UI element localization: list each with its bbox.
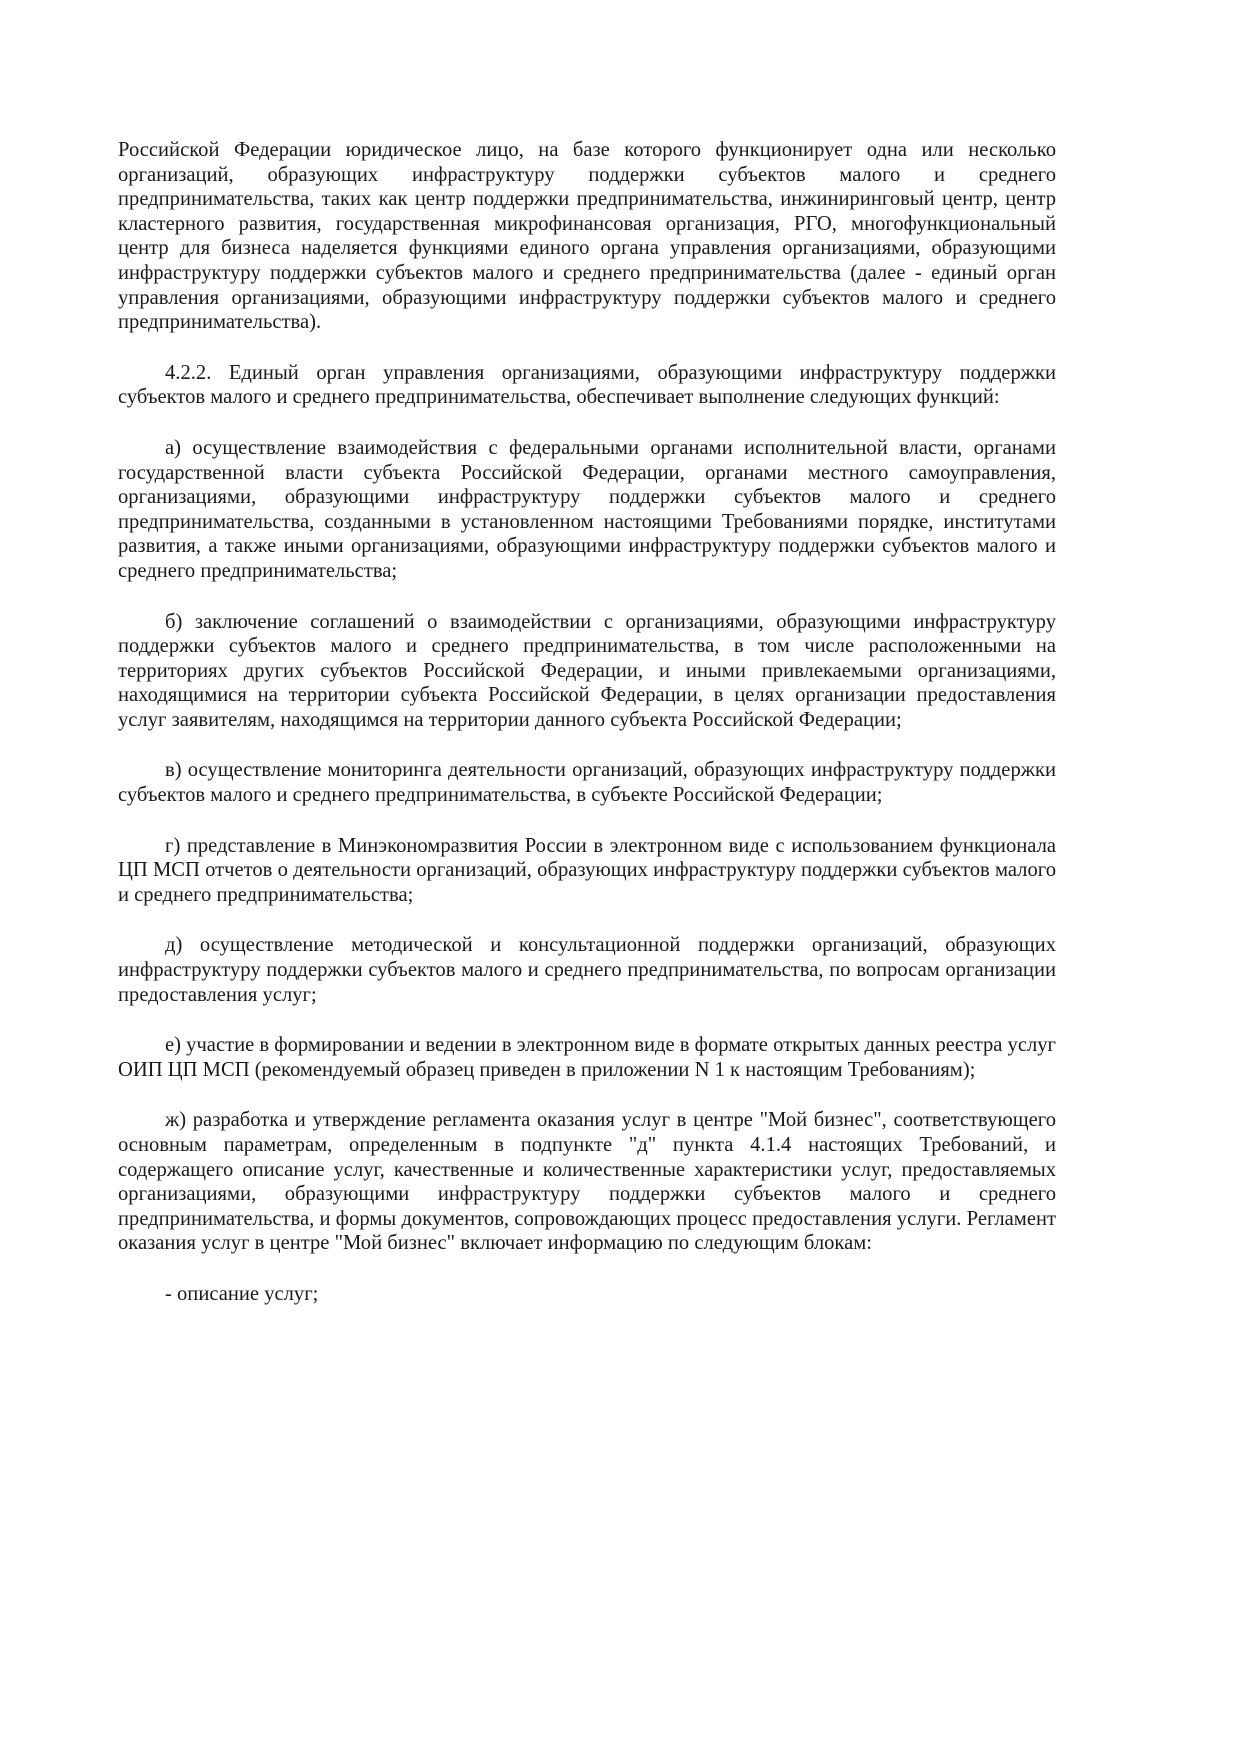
paragraph-item-zh: ж) разработка и утверждение регламента оказания услуг в центре "Мой бизнес", соответствующего основным параметрам, определенным в подпункте "д" пункта 4.1.4 настоящих Требований, и содержащего описание услуг, качественные и количественные характеристики услуг, предоставляемых организациями, образующими инфраструктуру поддержки субъектов малого и среднего предпринимательства, и формы документов, сопровождающих процесс предоставления услуги. Регламент оказания услуг в центре "Мой бизнес" включает информацию по следующим блокам: [118, 1109, 1056, 1255]
list-item-services-description: - описание услуг; [165, 1282, 319, 1305]
document-page [118, 138, 1056, 1333]
paragraph-4-2-2: 4.2.2. Единый орган управления организациями, образующими инфраструктуру поддержки субъектов малого и среднего предпринимательства, обеспечивает выполнение следующих функций: [118, 361, 1056, 409]
paragraph-item-b: б) заключение соглашений о взаимодействии с организациями, образующими инфраструктуру поддержки субъектов малого и среднего предпринимательства, в том числе расположенными на территориях других субъектов Российской Федерации, и иными привлекаемыми организациями, находящимися на территории субъекта Российской Федерации, в целях организации предоставления услуг заявителям, находящимся на территории данного субъекта Российской Федерации; [118, 610, 1056, 731]
paragraph-intro: Российской Федерации юридическое лицо, на базе которого функционирует одна или несколько организаций, образующих инфраструктуру поддержки субъектов малого и среднего предпринимательства, таких как центр поддержки предпринимательства, инжиниринговый центр, центр кластерного развития, государственная микрофинансовая организация, РГО, многофункциональный центр для бизнеса наделяется функциями единого органа управления организациями, образующими инфраструктуру поддержки субъектов малого и среднего предпринимательства (далее - единый орган управления организациями, образующими инфраструктуру поддержки субъектов малого и среднего предпринимательства). [118, 139, 1056, 334]
paragraph-item-e: е) участие в формировании и ведении в электронном виде в формате открытых данных реестра услуг ОИП ЦП МСП (рекомендуемый образец приведен в приложении N 1 к настоящим Требованиям); [118, 1034, 1056, 1081]
paragraph-item-d: д) осуществление методической и консультационной поддержки организаций, образующих инфраструктуру поддержки субъектов малого и среднего предпринимательства, по вопросам организации предоставления услуг; [118, 934, 1056, 1006]
paragraph-item-a: а) осуществление взаимодействия с федеральными органами исполнительной власти, органами государственной власти субъекта Российской Федерации, органами местного самоуправления, организациями, образующими инфраструктуру поддержки субъектов малого и среднего предпринимательства, созданными в установленном настоящими Требованиями порядке, институтами развития, а также иными организациями, образующими инфраструктуру поддержки субъектов малого и среднего предпринимательства; [118, 436, 1056, 582]
paragraph-item-g: г) представление в Минэкономразвития России в электронном виде с использованием функционала ЦП МСП отчетов о деятельности организаций, образующих инфраструктуру поддержки субъектов малого и среднего предпринимательства; [118, 834, 1056, 906]
paragraph-item-v: в) осуществление мониторинга деятельности организаций, образующих инфраструктуру поддержки субъектов малого и среднего предпринимательства, в субъекте Российской Федерации; [118, 759, 1056, 807]
